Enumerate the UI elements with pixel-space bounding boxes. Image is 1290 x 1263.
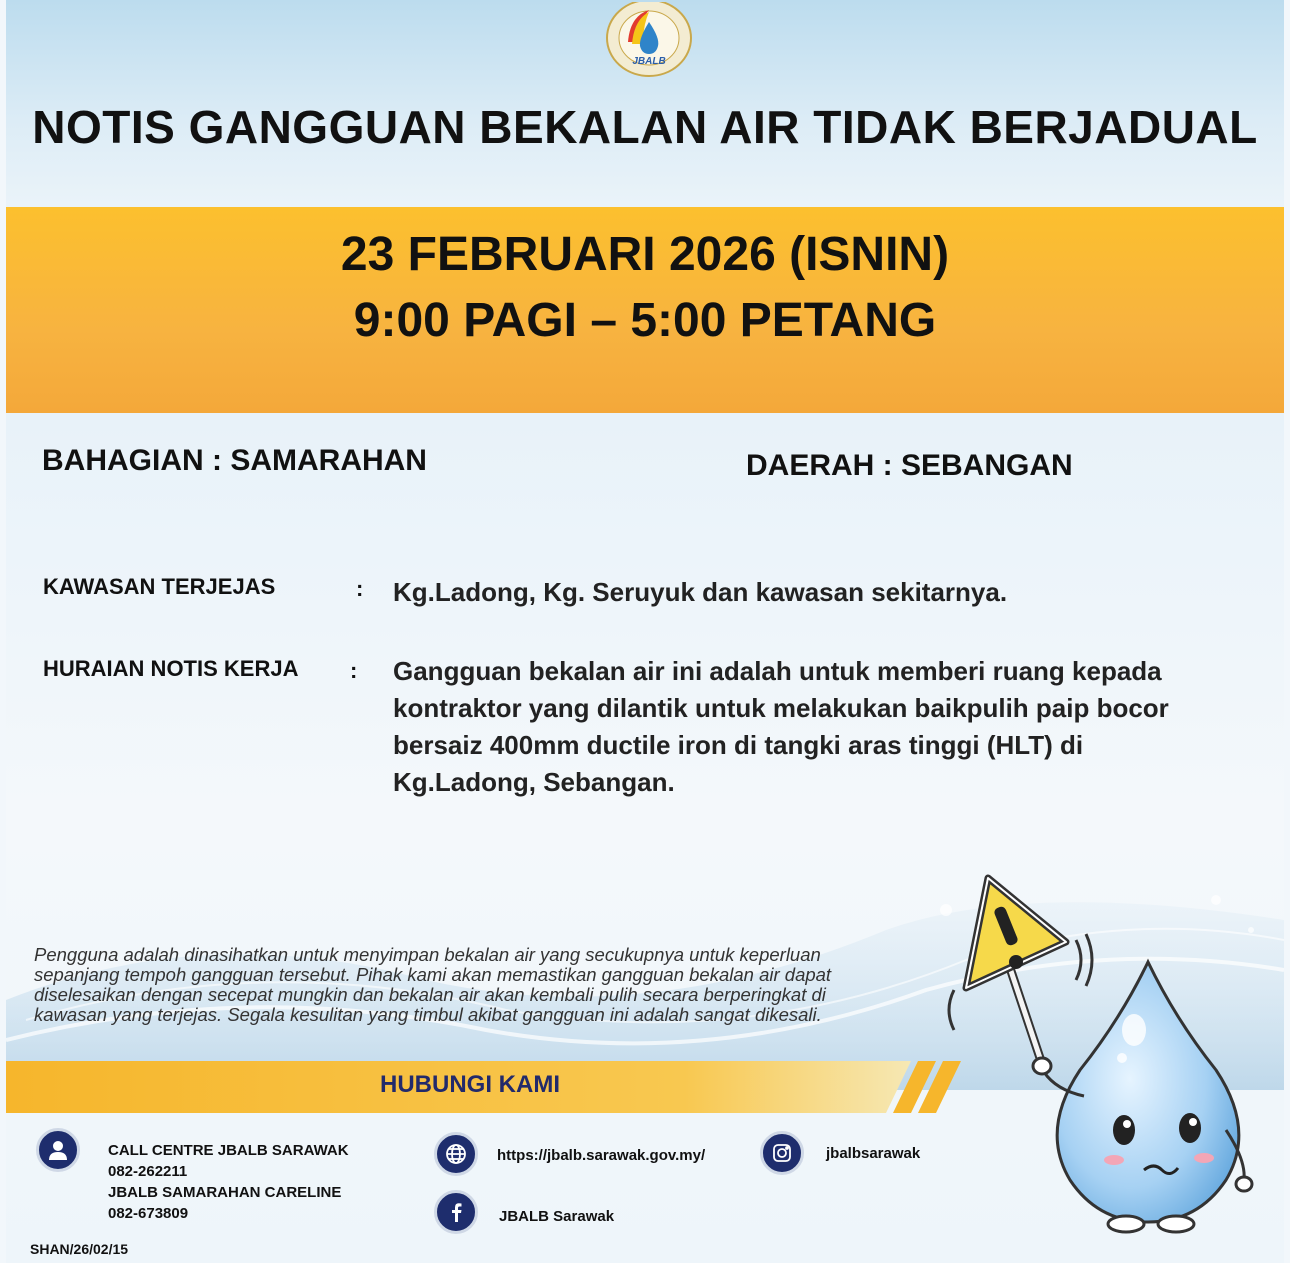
jbalb-logo — [604, 2, 694, 78]
schedule-time: 9:00 PAGI – 5:00 PETANG — [353, 294, 937, 347]
logo-text: JBALB — [632, 56, 666, 67]
call-centre-phone[interactable]: 082-262211 — [108, 1163, 188, 1180]
reference-number: SHAN/26/02/15 — [30, 1241, 129, 1257]
advisory-line: kawasan yang terjejas. Segala kesulitan yang timbul akibat gangguan ini adalah sangat dikesali. — [34, 1004, 822, 1025]
water-drop-mascot — [926, 870, 1266, 1240]
warning-sign-icon — [966, 878, 1066, 988]
advisory-line: diselesaikan dengan secepat mungkin dan bekalan air akan kembali pulih secara berperingkat di — [34, 984, 826, 1005]
huraian-line: Gangguan bekalan air ini adalah untuk memberi ruang kepada — [393, 656, 1162, 686]
globe-icon — [434, 1132, 478, 1176]
website-link[interactable]: https://jbalb.sarawak.gov.my/ — [497, 1147, 706, 1164]
huraian-colon: : — [350, 658, 358, 683]
careline-phone[interactable]: 082-673809 — [108, 1205, 189, 1222]
call-centre-info — [108, 1140, 349, 1224]
user-icon — [36, 1128, 80, 1172]
schedule-date: 23 FEBRUARI 2026 (ISNIN) — [340, 228, 950, 281]
contact-heading: HUBUNGI KAMI — [380, 1071, 560, 1098]
advisory-text — [34, 945, 934, 1025]
huraian-value — [393, 653, 1253, 801]
bahagian-heading: BAHAGIAN : SAMARAHAN — [42, 444, 427, 477]
instagram-handle[interactable]: jbalbsarawak — [826, 1145, 921, 1162]
kawasan-colon: : — [356, 576, 364, 601]
huraian-label: HURAIAN NOTIS KERJA — [43, 656, 299, 681]
notice-poster — [6, 0, 1284, 1263]
huraian-line: bersaiz 400mm ductile iron di tangki aras tinggi (HLT) di — [393, 730, 1084, 760]
huraian-line: Kg.Ladong, Sebangan. — [393, 767, 675, 797]
advisory-line: Pengguna adalah dinasihatkan untuk menyimpan bekalan air yang secukupnya untuk keperluan — [34, 944, 821, 965]
instagram-icon — [760, 1131, 804, 1175]
facebook-page[interactable]: JBALB Sarawak — [499, 1208, 615, 1225]
schedule-band — [6, 207, 1284, 413]
kawasan-label: KAWASAN TERJEJAS — [43, 574, 276, 599]
notice-title: NOTIS GANGGUAN BEKALAN AIR TIDAK BERJADUAL — [32, 101, 1258, 153]
careline-name: JBALB SAMARAHAN CARELINE — [108, 1184, 342, 1201]
advisory-line: sepanjang tempoh gangguan tersebut. Pihak kami akan memastikan gangguan bekalan air dapat — [34, 964, 832, 985]
daerah-heading: DAERAH : SEBANGAN — [746, 449, 1073, 482]
huraian-line: kontraktor yang dilantik untuk melakukan baikpulih paip bocor — [393, 693, 1169, 723]
facebook-icon — [434, 1190, 478, 1234]
kawasan-value: Kg.Ladong, Kg. Seruyuk dan kawasan sekitarnya. — [393, 577, 1008, 607]
call-centre-name: CALL CENTRE JBALB SARAWAK — [108, 1142, 349, 1159]
